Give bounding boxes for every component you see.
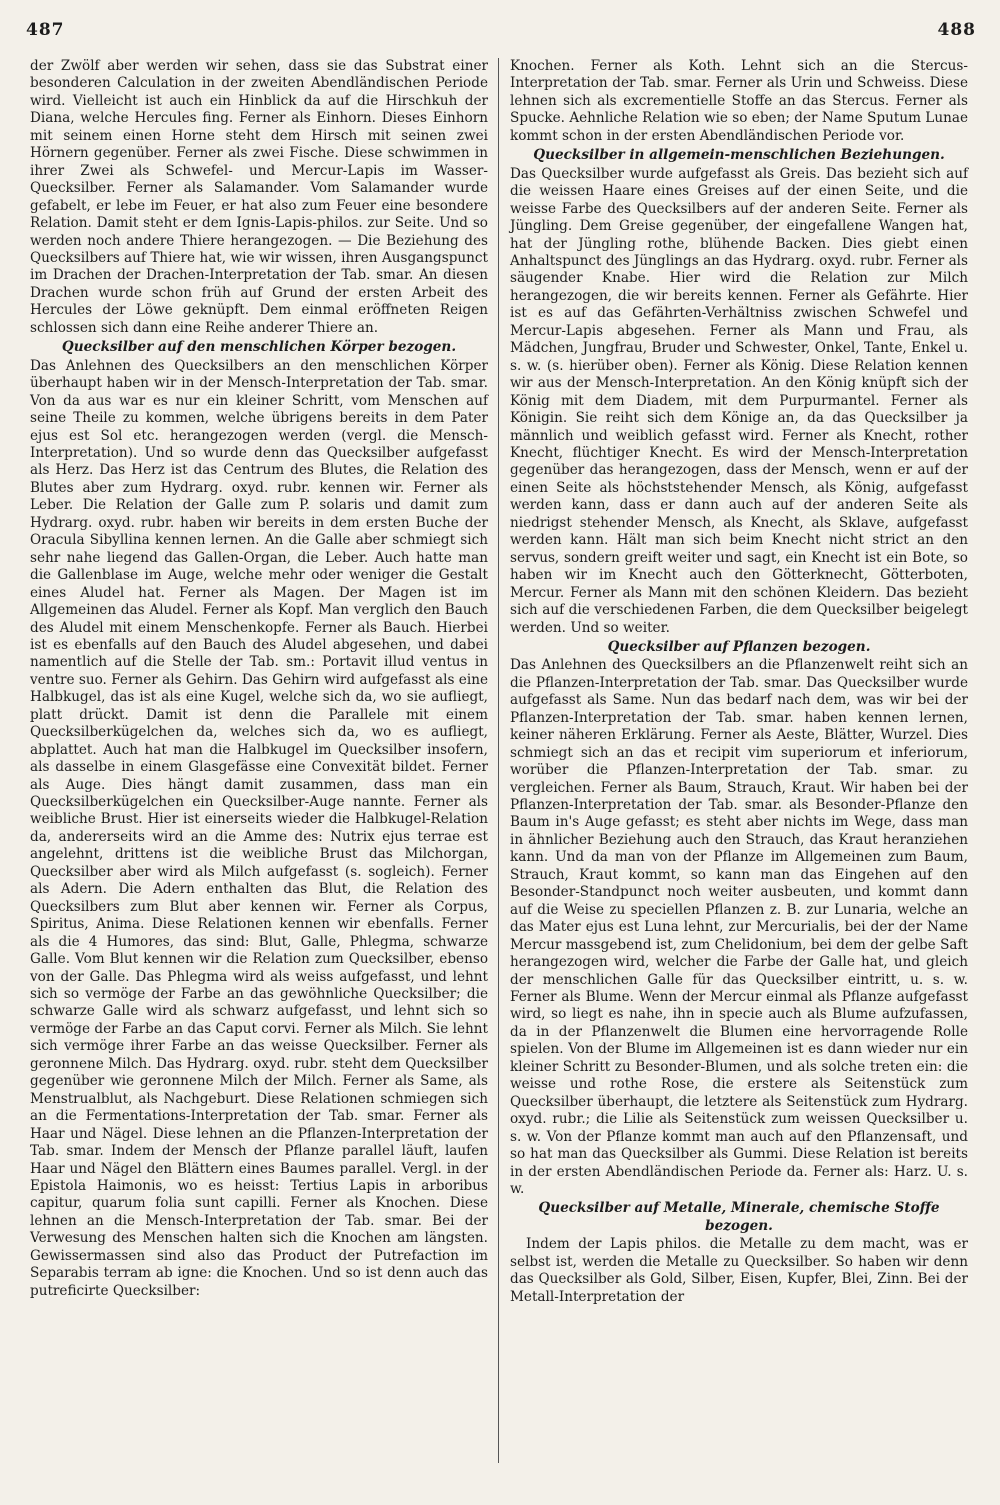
section-heading: Quecksilber auf Metalle, Minerale, chemische Stoffe bezogen.: [538, 1200, 940, 1234]
page-number-left: 487: [26, 20, 65, 40]
section-heading: Quecksilber auf den menschlichen Körper bezogen.: [61, 339, 457, 356]
right-column: [510, 58, 968, 1306]
paragraph: Das Anlehnen des Quecksilbers an die Pflanzenwelt reiht sich an die Pflanzen-Interpretation der Tab. smar. Das Quecksilber wurde aufgefasst als Same. Nun das bedarf nach dem, was wir bei der Pflanzen-Interpretation der Tab. smar. haben kennen lernen, keiner näheren Erklärung. Ferner als Aeste, Blätter, Wurzel. Dies schmiegt sich an das et recipit vim superiorum et inferiorum, worüber die Pflanzen-Interpretation der Tab. smar. zu vergleichen. Ferner als Baum, Strauch, Kraut. Wir haben bei der Pflanzen-Interpretation der Tab. smar. als Besonder-Pflanze den Baum in's Auge gefasst; es steht aber nichts im Wege, dass man in ähnlicher Beziehung auch den Strauch, das Kraut heranziehen kann. Und da man von der Pflanze im Allgemeinen zum Baum, Strauch, Kraut kommt, so kann man das Eingehen auf den Besonder-Standpunct noch weiter ausbeuten, und kommt dann auf die Weise zu speciellen Pflanzen z. B. zur Lunaria, welche an das Mater ejus est Luna lehnt, zur Mercurialis, bei der der Name Mercur massgebend ist, zum Chelidonium, bei dem der gelbe Saft herangezogen wird, welcher die Farbe der Galle hat, und gleich der menschlichen Galle für das Quecksilber eintritt, u. s. w. Ferner als Blume. Wenn der Mercur einmal als Pflanze aufgefasst wird, so liegt es nahe, ihn in specie auch als Blume aufzufassen, da in der Pflanzenwelt die Blumen eine hervorragende Rolle spielen. Von der Blume im Allgemeinen ist es dann wieder nur ein kleiner Schritt zu Besonder-Blumen, und als solche treten ein: die weisse und rothe Rose, die erstere als Seitenstück zum Quecksilber überhaupt, die letztere als Seitenstück zum Hydrarg. oxyd. rubr.; die Lilie als Seitenstück zum weissen Quecksilber u. s. w. Von der Pflanze kommt man auch auf den Pflanzensaft, und so hat man das Quecksilber als Gummi. Diese Relation ist bereits in der ersten Abendländischen Periode da. Ferner als: Harz. U. s. w.: [510, 657, 968, 1197]
paragraph: der Zwölf aber werden wir sehen, dass sie das Substrat einer besonderen Calculation in der zweiten Abendländischen Periode wird. Vielleicht ist auch ein Hinblick da auf die Hirschkuh der Diana, welche Hercules fing. Ferner als Einhorn. Dieses Einhorn mit seinem einen Horne steht dem Hirsch mit seinen zwei Hörnern gegenüber. Ferner als zwei Fische. Diese schwimmen in ihrer Zwei als Schwefel- und Mercur-Lapis im Wasser-Quecksilber. Ferner als Salamander. Vom Salamander wurde gefabelt, er lebe im Feuer, er hat also zum Feuer eine besondere Relation. Damit steht er dem Ignis-Lapis-philos. zur Seite. Und so werden noch andere Thiere herangezogen. — Die Beziehung des Quecksilbers auf Thiere hat, wie wir wissen, ihren Ausgangspunct im Drachen der Drachen-Interpretation der Tab. smar. An diesen Drachen wurde schon früh auf Grund der ersten Arbeit des Hercules der Löwe geknüpft. Dem einmal eröffneten Reigen schlossen sich dann eine Reihe anderer Thiere an.: [30, 58, 488, 336]
paragraph: Das Anlehnen des Quecksilbers an den menschlichen Körper überhaupt haben wir in der Mensch-Interpretation der Tab. smar. Von da aus war es nur ein kleiner Schritt, vom Menschen auf seine Theile zu kommen, welche übrigens bereits in dem Pater ejus est Sol etc. herangezogen werden (vergl. die Mensch-Interpretation). Und so wurde denn das Quecksilber aufgefasst als Herz. Das Herz ist das Centrum des Blutes, die Relation des Blutes aber zum Hydrarg. oxyd. rubr. kennen wir. Ferner als Leber. Die Relation der Galle zum P. solaris und damit zum Hydrarg. oxyd. rubr. haben wir bereits in dem ersten Buche der Oracula Sibyllina kennen lernen. An die Galle aber schmiegt sich sehr nahe liegend das Gallen-Organ, die Leber. Auch hatte man die Gallenblase im Auge, welche mehr oder weniger die Gestalt eines Aludel hat. Ferner als Magen. Der Magen ist im Allgemeinen das Aludel. Ferner als Kopf. Man verglich den Bauch des Aludel mit einem Menschenkopfe. Ferner als Bauch. Hierbei ist es ebenfalls auf den Bauch des Aludel abgesehen, und dabei namentlich auf die Stelle der Tab. sm.: Portavit illud ventus in ventre suo. Ferner als Gehirn. Das Gehirn wird aufgefasst als eine Halbkugel, das ist als eine Kugel, welche sich da, wo sie aufliegt, platt drückt. Damit ist denn die Parallele mit einem Quecksilberkügelchen da, welches sich da, wo es aufliegt, abplattet. Auch hat man die Halbkugel im Quecksilber insofern, als dasselbe in einem Glasgefässe eine Convexität bildet. Ferner als Auge. Dies hängt damit zusammen, dass man ein Quecksilberkügelchen ein Quecksilber-Auge nannte. Ferner als weibliche Brust. Hier ist einerseits wieder die Halbkugel-Relation da, andererseits wird an die Amme des: Nutrix ejus terrae est angelehnt, drittens ist die weibliche Brust das Milchorgan, Quecksilber aber wird als Milch aufgefasst (s. sogleich). Ferner als Adern. Die Adern enthalten das Blut, die Relation des Quecksilbers zum Blut aber kennen wir. Ferner als Corpus, Spiritus, Anima. Diese Relationen kennen wir ebenfalls. Ferner als die 4 Humores, das sind: Blut, Galle, Phlegma, schwarze Galle. Vom Blut kennen wir die Relation zum Quecksilber, ebenso von der Galle. Das Phlegma wird als weiss aufgefasst, und lehnt sich so vermöge der Farbe an das gewöhnliche Quecksilber; die schwarze Galle wird als schwarz aufgefasst, und lehnt sich so vermöge der Farbe an das Caput corvi. Ferner als Milch. Sie lehnt sich vermöge ihrer Farbe an das weisse Quecksilber. Ferner als geronnene Milch. Das Hydrarg. oxyd. rubr. steht dem Quecksilber gegenüber wie geronnene Milch der Milch. Ferner als Same, als Menstrualblut, als Nachgeburt. Diese Relationen schmiegen sich an die Fermentations-Interpretation der Tab. smar. Ferner als Haar und Nägel. Diese lehnen an die Pflanzen-Interpretation der Tab. smar. Indem der Mensch der Pflanze parallel läuft, laufen Haar und Nägel den Blättern eines Baumes parallel. Vergl. in der Epistola Haimonis, wo es heisst: Tertius Lapis in arboribus capitur, quarum folia sunt capilli. Ferner als Knochen. Diese lehnen an die Mensch-Interpretation der Tab. smar. Bei der Verwesung des Menschen halten sich die Knochen am längsten. Gewissermassen sind also das Product der Putrefaction im Separabis terram ab igne: die Knochen. Und so ist denn auch das putreficirte Quecksilber:: [30, 357, 488, 1299]
paragraph: Indem der Lapis philos. die Metalle zu dem macht, was er selbst ist, werden die Metalle zu Quecksilber. So haben wir denn das Quecksilber als Gold, Silber, Eisen, Kupfer, Blei, Zinn. Bei der Metall-Interpretation der: [510, 1236, 968, 1305]
section-heading: Quecksilber auf Pflanzen bezogen.: [607, 638, 871, 655]
paragraph: Das Quecksilber wurde aufgefasst als Greis. Das bezieht sich auf die weissen Haare eines Greises auf der einen Seite, und die weisse Farbe des Quecksilbers auf der anderen Seite. Ferner als Jüngling. Dem Greise gegenüber, der eingefallene Wangen hat, hat der Jüngling rothe, blühende Backen. Dies giebt einen Anhaltspunct des Jünglings an das Hydrarg. oxyd. rubr. Ferner als säugender Knabe. Hier wird die Relation zur Milch herangezogen, die wir bereits kennen. Ferner als Gefährte. Hier ist es auf das Gefährten-Verhältniss zwischen Schwefel und Mercur-Lapis abgesehen. Ferner als Mann und Frau, als Mädchen, Jungfrau, Bruder und Schwester, Onkel, Tante, Enkel u. s. w. (s. hierüber oben). Ferner als König. Diese Relation kennen wir aus der Mensch-Interpretation. An den König knüpft sich der König mit dem Diadem, mit dem Purpurmantel. Ferner als Königin. Sie reiht sich dem Könige an, da das Quecksilber ja männlich und weiblich gefasst wird. Ferner als Knecht, rother Knecht, flüchtiger Knecht. Es wird der Mensch-Interpretation gegenüber das herangezogen, dass der Mensch, wenn er auf der einen Seite als höchststehender Mensch, als König, aufgefasst werden kann, dass er dann auch auf der anderen Seite als niedrigst stehender Mensch, als Knecht, als Sklave, aufgefasst werden kann. Hält man sich beim Knecht nicht strict an den servus, sondern greift weiter und sagt, ein Knecht ist ein Bote, so haben wir im Knecht auch den Götterknecht, Götterboten, Mercur. Ferner als Mann mit den schönen Kleidern. Das bezieht sich auf die verschiedenen Farben, die dem Quecksilber beigelegt werden. Und so weiter.: [510, 165, 968, 636]
left-column: [30, 58, 488, 1300]
section-heading: Quecksilber in allgemein-menschlichen Beziehungen.: [533, 147, 945, 164]
page-number-right: 488: [937, 20, 976, 40]
paragraph: Knochen. Ferner als Koth. Lehnt sich an die Stercus-Interpretation der Tab. smar. Ferner als Urin und Schweiss. Diese lehnen sich als excrementielle Stoffe an das Stercus. Ferner als Spucke. Aehnliche Relation wie so eben; der Name Sputum Lunae kommt schon in der ersten Abendländischen Periode vor.: [510, 58, 968, 144]
column-divider: [498, 58, 499, 1463]
